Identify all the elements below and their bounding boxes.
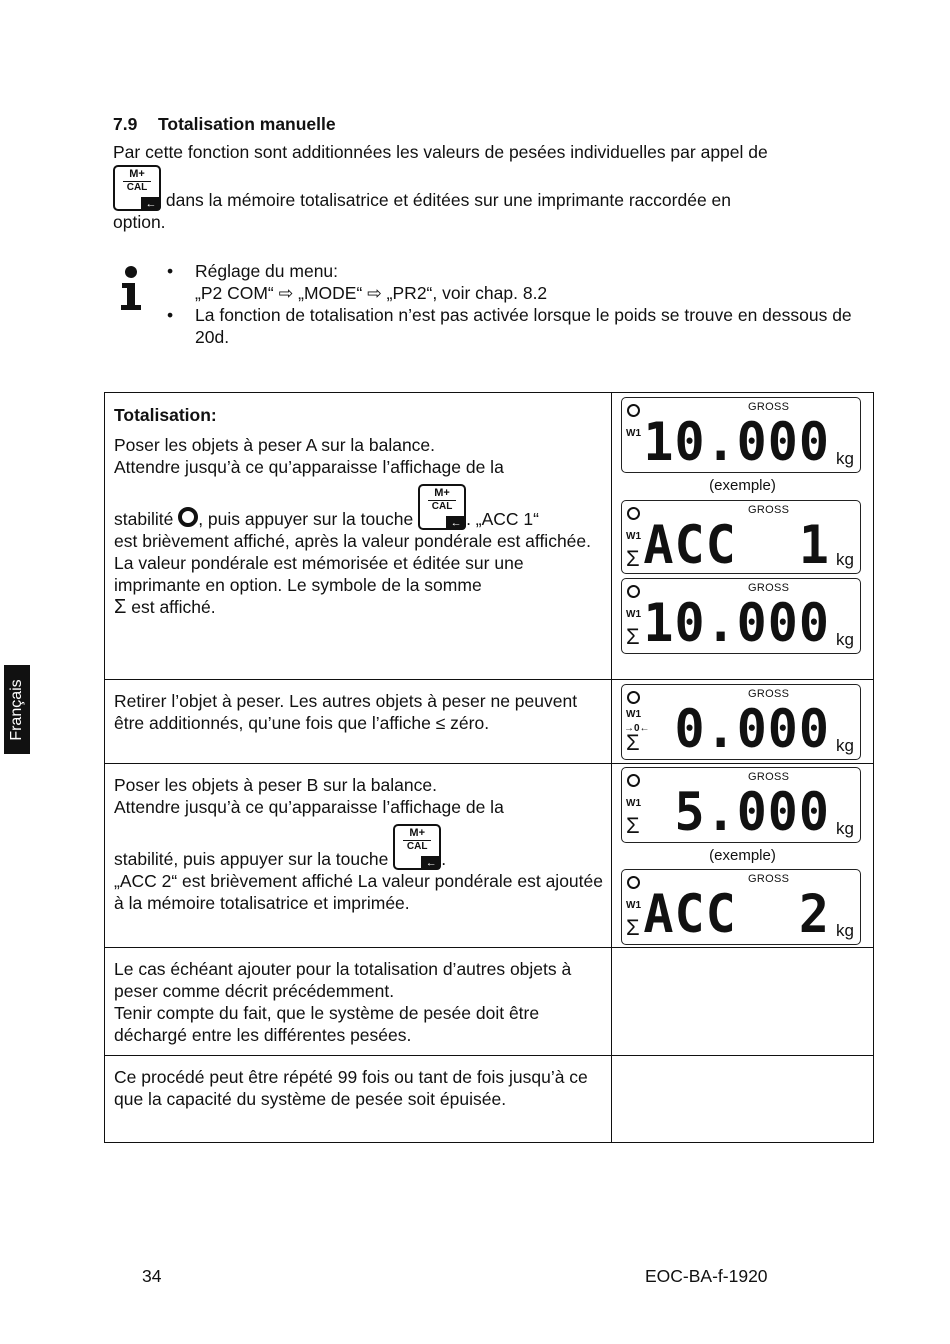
sigma-icon: Σ xyxy=(626,624,640,649)
info-bullets xyxy=(165,260,855,348)
stability-icon xyxy=(178,507,198,527)
stability-indicator-icon xyxy=(627,774,640,787)
mplus-cal-key-icon: M+ CAL ← xyxy=(393,824,441,870)
row1-text: Totalisation: Poser les objets à peser A sur la balance. Attendre jusqu’à ce qu’apparaisse l’affichage de la stabilité , puis appuyer sur la touche M+ CAL ← . „ACC 1“ est brièvement affiché, après la valeur pondérale est affichée. La valeur pondérale est mémorisée et éditée sur une imprimante en option. Le symbole de la somme Σ est affiché. xyxy=(114,404,604,618)
intro-line-1: Par cette fonction sont additionnées les valeurs de pesées individuelles par appel de xyxy=(113,142,768,162)
section-title: Totalisation manuelle xyxy=(158,114,336,134)
lcd-display-4: GROSS W1 →0← Σ 0.000 kg xyxy=(621,684,861,760)
sigma-icon: Σ xyxy=(626,813,640,838)
example-caption: (exemple) xyxy=(709,477,776,494)
stability-indicator-icon xyxy=(627,507,640,520)
table-row xyxy=(105,393,873,680)
table-title: Totalisation: xyxy=(114,405,217,425)
section-number: 7.9 xyxy=(113,114,138,134)
info-icon xyxy=(118,264,144,312)
lcd-display-1: GROSS W1 10.000 kg xyxy=(621,397,861,473)
lcd-display-5: GROSS W1 Σ 5.000 kg xyxy=(621,767,861,843)
row4-text: Le cas échéant ajouter pour la totalisation d’autres objets à peser comme décrit précédemment. Tenir compte du fait, que le système de pesée doit être déchargé entre les différentes pesées. xyxy=(114,959,572,1045)
sigma-icon: Σ xyxy=(626,546,640,571)
table-row xyxy=(105,948,873,1056)
mplus-cal-key-icon: M+ CAL ← xyxy=(113,165,161,211)
row3-text: Poser les objets à peser B sur la balance. Attendre jusqu’à ce qu’apparaisse l’affichage de la stabilité, puis appuyer sur la touche M+ CAL ← . „ACC 2“ est brièvement affiché La valeur pondérale est ajoutée à la mémoire totalisatrice et imprimée. xyxy=(114,775,603,913)
lcd-display-2: GROSS W1 Σ ACC 1 kg xyxy=(621,500,861,574)
row5-text: Ce procédé peut être répété 99 fois ou tant de fois jusqu’à ce que la capacité du système de pesée soit épuisée. xyxy=(114,1067,588,1109)
zero-indicator-icon: →0← xyxy=(624,723,650,734)
lcd-display-3: GROSS W1 Σ 10.000 kg xyxy=(621,578,861,654)
sigma-icon: Σ xyxy=(114,596,127,618)
stability-indicator-icon xyxy=(627,404,640,417)
intro-paragraph xyxy=(113,141,853,233)
table-row xyxy=(105,764,873,948)
row2-text: Retirer l’objet à peser. Les autres objets à peser ne peuvent être additionnés, qu’une fois que l’affiche ≤ zéro. xyxy=(114,691,578,733)
intro-line-3: option. xyxy=(113,212,166,232)
intro-line-2: M+ CAL ← dans la mémoire totalisatrice et éditées sur une imprimante raccordée en xyxy=(113,165,853,211)
info-bullet-menu: • Réglage du menu: „P2 COM“ ⇨ „MODE“ ⇨ „PR2“, voir chap. 8.2 xyxy=(165,260,855,304)
stability-indicator-icon xyxy=(627,585,640,598)
example-caption: (exemple) xyxy=(709,847,776,864)
language-tab: Français xyxy=(4,665,30,754)
lcd-display-6: GROSS W1 Σ ACC 2 kg xyxy=(621,869,861,945)
stability-indicator-icon xyxy=(627,876,640,889)
table-row xyxy=(105,1056,873,1142)
document-id: EOC-BA-f-1920 xyxy=(645,1266,768,1286)
table-row xyxy=(105,680,873,764)
mplus-cal-key-icon: M+ CAL ← xyxy=(418,484,466,530)
info-bullet-threshold: • La fonction de totalisation n’est pas activée lorsque le poids se trouve en dessous de 20d. xyxy=(165,304,855,348)
page-number: 34 xyxy=(142,1266,162,1286)
section-heading xyxy=(113,113,336,135)
stability-indicator-icon xyxy=(627,691,640,704)
sigma-icon: Σ xyxy=(626,730,640,755)
procedure-table xyxy=(104,392,874,1143)
sigma-icon: Σ xyxy=(626,915,640,940)
